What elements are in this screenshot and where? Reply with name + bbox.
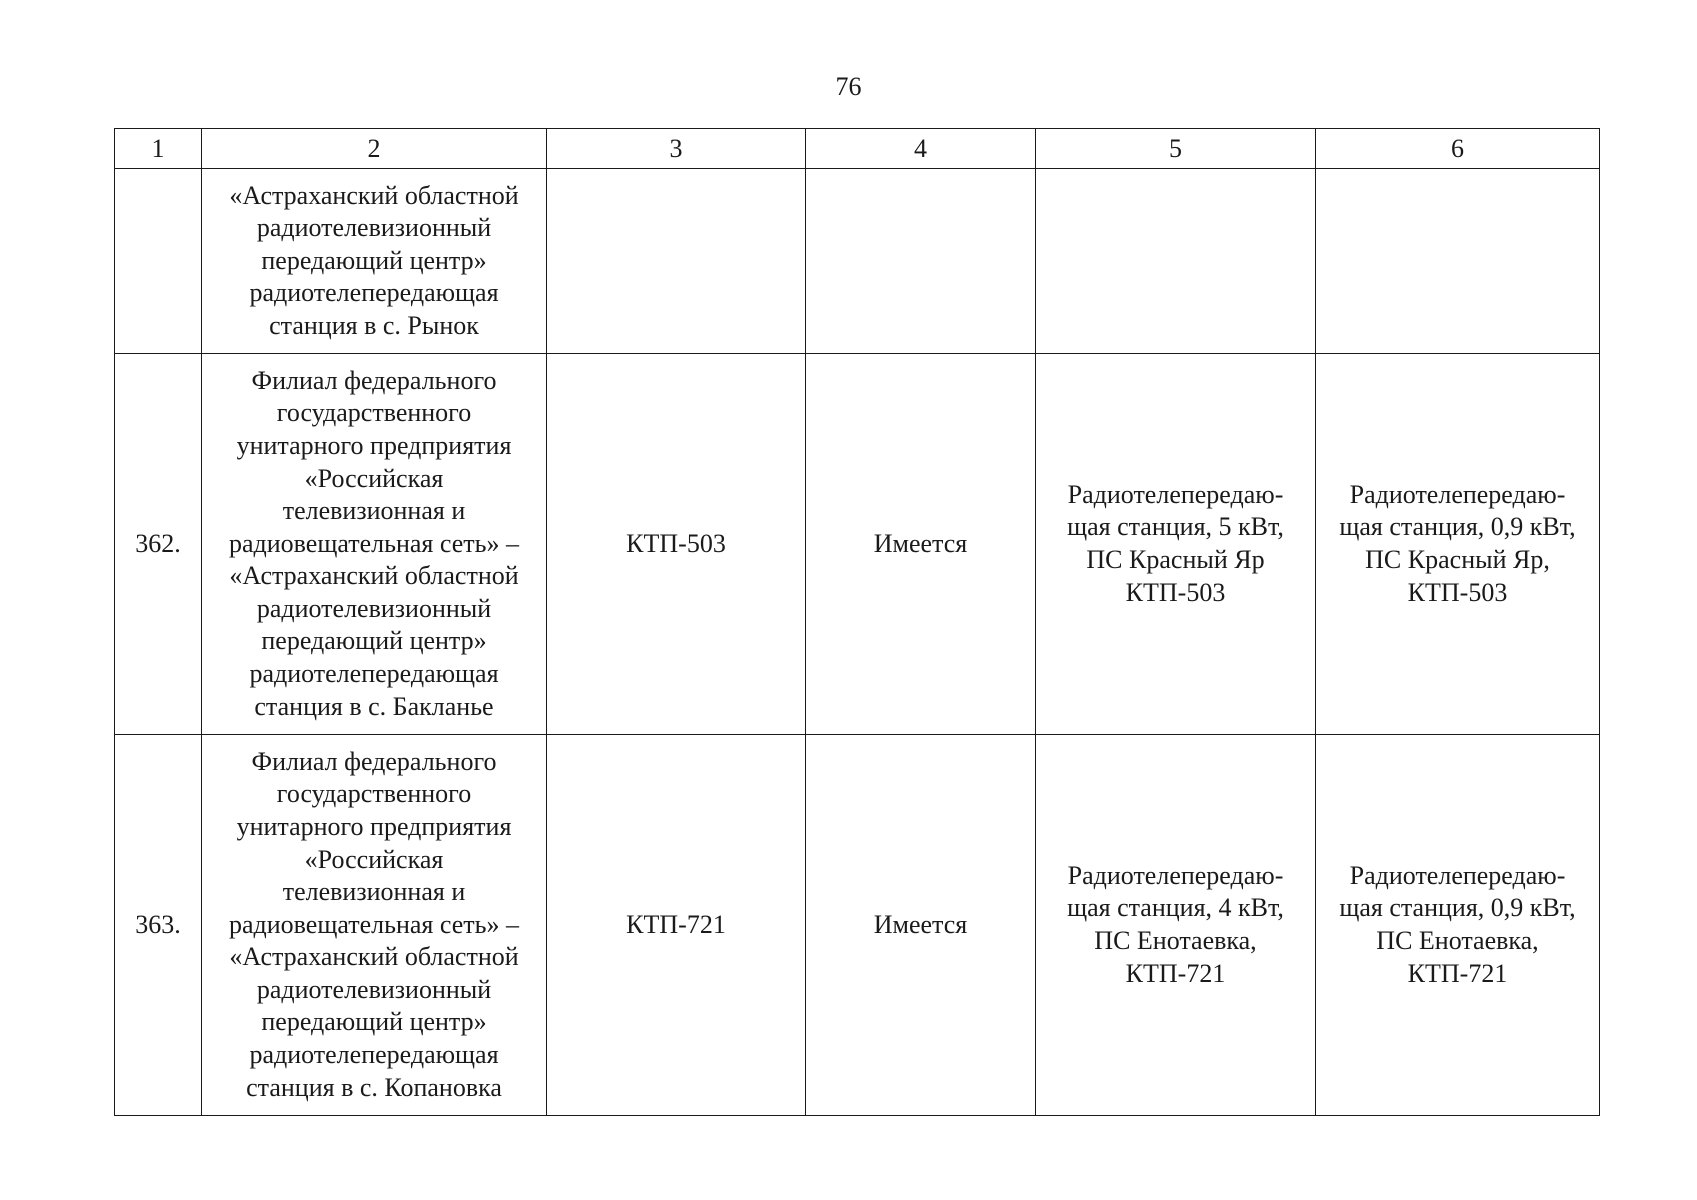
object-name-cell: Филиал федерального государственного унитарного предприятия «Российская телевизионная и радиовещательная сеть» – «Астраханский областной радиотелевизионный передающий центр» радиотелепередающая станция в с. Копановка bbox=[202, 735, 547, 1116]
row-number-cell: 363. bbox=[115, 735, 202, 1116]
object-name-cell: «Астраханский областной радиотелевизионный передающий центр» радиотелепередающая станция в с. Рынок bbox=[202, 169, 547, 354]
column-header-1: 1 bbox=[115, 129, 202, 169]
col6-cell: Радиотелепередаю- щая станция, 0,9 кВт, ПС Енотаевка, КТП-721 bbox=[1316, 735, 1600, 1116]
row-number-cell bbox=[115, 169, 202, 354]
col5-cell: Радиотелепередаю- щая станция, 5 кВт, ПС Красный Яр КТП-503 bbox=[1036, 354, 1316, 735]
object-name-cell: Филиал федерального государственного унитарного предприятия «Российская телевизионная и радиовещательная сеть» – «Астраханский областной радиотелевизионный передающий центр» радиотелепередающая станция в с. Бакланье bbox=[202, 354, 547, 735]
row-number-cell: 362. bbox=[115, 354, 202, 735]
col4-cell: Имеется bbox=[806, 354, 1036, 735]
col6-cell: Радиотелепередаю- щая станция, 0,9 кВт, ПС Красный Яр, КТП-503 bbox=[1316, 354, 1600, 735]
table-row bbox=[115, 735, 1600, 1116]
col5-cell: Радиотелепередаю- щая станция, 4 кВт, ПС Енотаевка, КТП-721 bbox=[1036, 735, 1316, 1116]
col3-cell: КТП-503 bbox=[547, 354, 806, 735]
column-header-3: 3 bbox=[547, 129, 806, 169]
table-header-row bbox=[115, 129, 1600, 169]
col6-cell bbox=[1316, 169, 1600, 354]
col4-cell: Имеется bbox=[806, 735, 1036, 1116]
col3-cell bbox=[547, 169, 806, 354]
table-row bbox=[115, 169, 1600, 354]
column-header-4: 4 bbox=[806, 129, 1036, 169]
data-table bbox=[114, 128, 1600, 1116]
col4-cell bbox=[806, 169, 1036, 354]
column-header-2: 2 bbox=[202, 129, 547, 169]
table-row bbox=[115, 354, 1600, 735]
col3-cell: КТП-721 bbox=[547, 735, 806, 1116]
column-header-5: 5 bbox=[1036, 129, 1316, 169]
col5-cell bbox=[1036, 169, 1316, 354]
page-number: 76 bbox=[835, 72, 862, 101]
column-header-6: 6 bbox=[1316, 129, 1600, 169]
